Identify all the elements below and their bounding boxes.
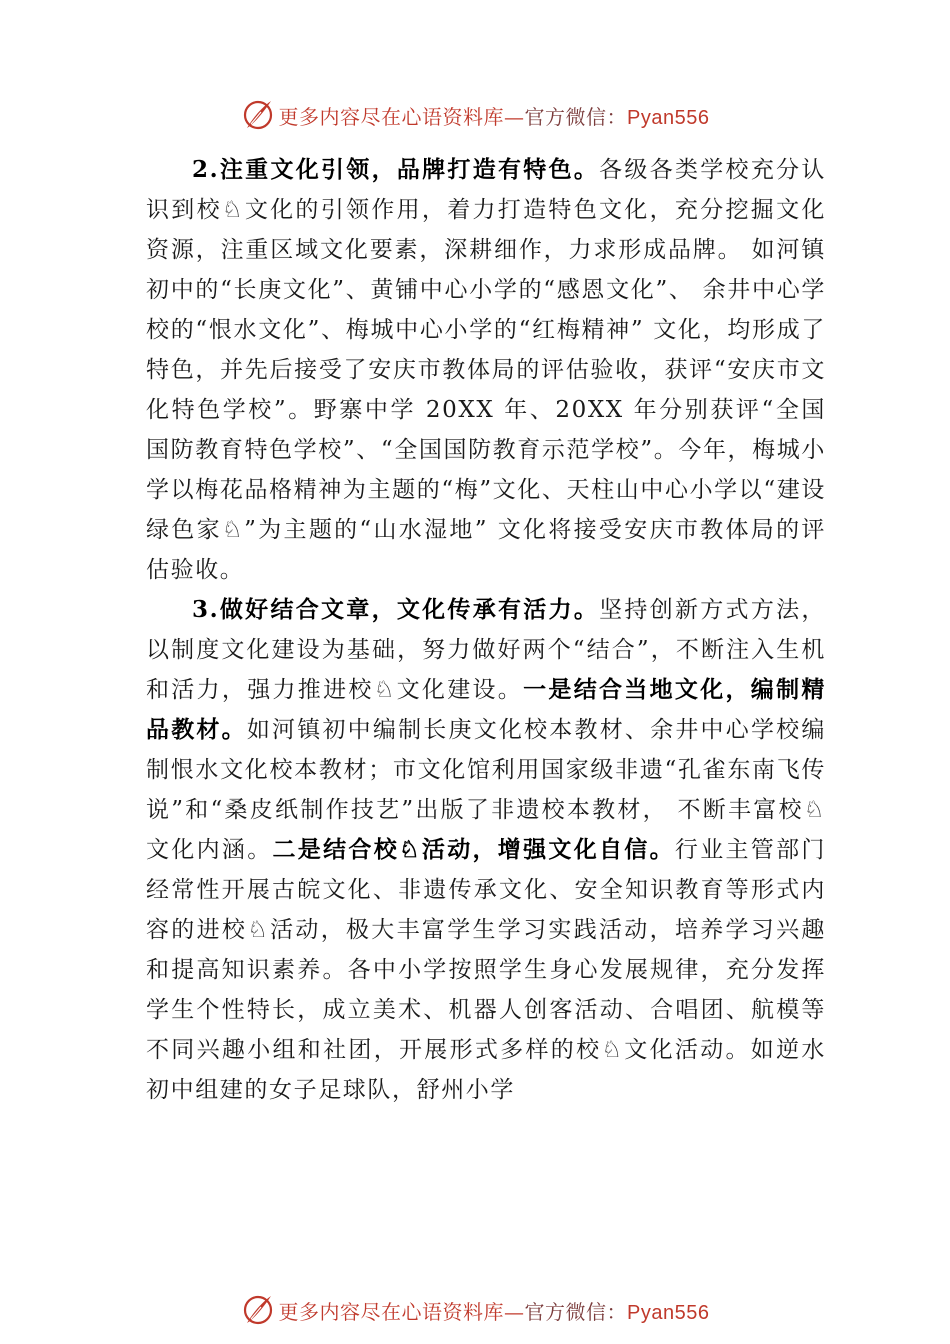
document-body <box>146 150 826 1110</box>
paragraph-3 <box>146 590 826 1110</box>
paragraph-2 <box>146 150 826 590</box>
watermark-separator: — <box>504 104 525 129</box>
watermark-separator: — <box>504 1299 525 1324</box>
watermark-text <box>279 1296 710 1325</box>
paragraph-3-body-3: 行业主管部门经常性开展古皖文化、非遗传承文化、安全知识教育等形式内容的进校♘活动，极大丰富学生学习实践活动，培养学习兴趣和提高知识素养。各中小学按照学生身心发展规律，充分发挥学生个性特长，成立美术、机器人创客活动、合唱团、航模等不同兴趣小组和社团，开展形式多样的校♘文化活动。如逆水初中组建的女子足球队，舒州小学 <box>146 837 826 1103</box>
paragraph-2-heading: 2.注重文化引领，品牌打造有特色。 <box>192 156 600 183</box>
paragraph-3-body-2: 如河镇初中编制长庚文化校本教材、余井中心学校编制恨水文化校本教材；市文化馆利用国家级非遗“孔雀东南飞传说”和“桑皮纸制作技艺”出版了非遗校本教材， 不断丰富校♘文化内涵。 <box>146 717 826 863</box>
watermark-side-text: 官方微信： <box>524 1299 628 1324</box>
watermark-wechat-id: Pyan556 <box>627 106 710 129</box>
watermark-header <box>0 95 950 135</box>
watermark-main-text: 更多内容尽在心语资料库 <box>278 1299 505 1324</box>
watermark-footer <box>0 1290 950 1330</box>
watermark-wechat-id: Pyan556 <box>627 1301 710 1324</box>
paragraph-2-body: 各级各类学校充分认识到校♘文化的引领作用，着力打造特色文化，充分挖掘文化资源，注重区域文化要素，深耕细作，力求形成品牌。 如河镇初中的“长庚文化”、黄铺中心小学的“感恩文化”、 余井中心学校的“恨水文化”、梅城中心小学的“红梅精神” 文化，均形成了特色，并先后接受了安庆市教体局的评估验收，获评“安庆市文化特色学校”。野寨中学 20XX 年、20XX 年分别获评“全国国防教育特色学校”、“全国国防教育示范学校”。今年，梅城小学以梅花品格精神为主题的“梅”文化、天柱山中心小学以“建设绿色家♘”为主题的“山水湿地” 文化将接受安庆市教体局的评估验收。 <box>146 157 826 583</box>
paragraph-3-bold-2: 二是结合校♘活动，增强文化自信。 <box>272 836 675 863</box>
paragraph-3-bold-1: 一是结合当地文化，编制精品教材。 <box>146 676 826 743</box>
feather-circle-logo-icon <box>241 98 275 132</box>
paragraph-3-heading: 3.做好结合文章，文化传承有活力。 <box>192 596 600 623</box>
watermark-text <box>279 101 710 130</box>
paragraph-3-body-1: 坚持创新方式方法，以制度文化建设为基础，努力做好两个“结合”，不断注入生机和活力，强力推进校♘文化建设。 <box>146 597 826 703</box>
feather-circle-logo-icon <box>241 1293 275 1327</box>
watermark-side-text: 官方微信： <box>524 104 628 129</box>
watermark-main-text: 更多内容尽在心语资料库 <box>278 104 505 129</box>
